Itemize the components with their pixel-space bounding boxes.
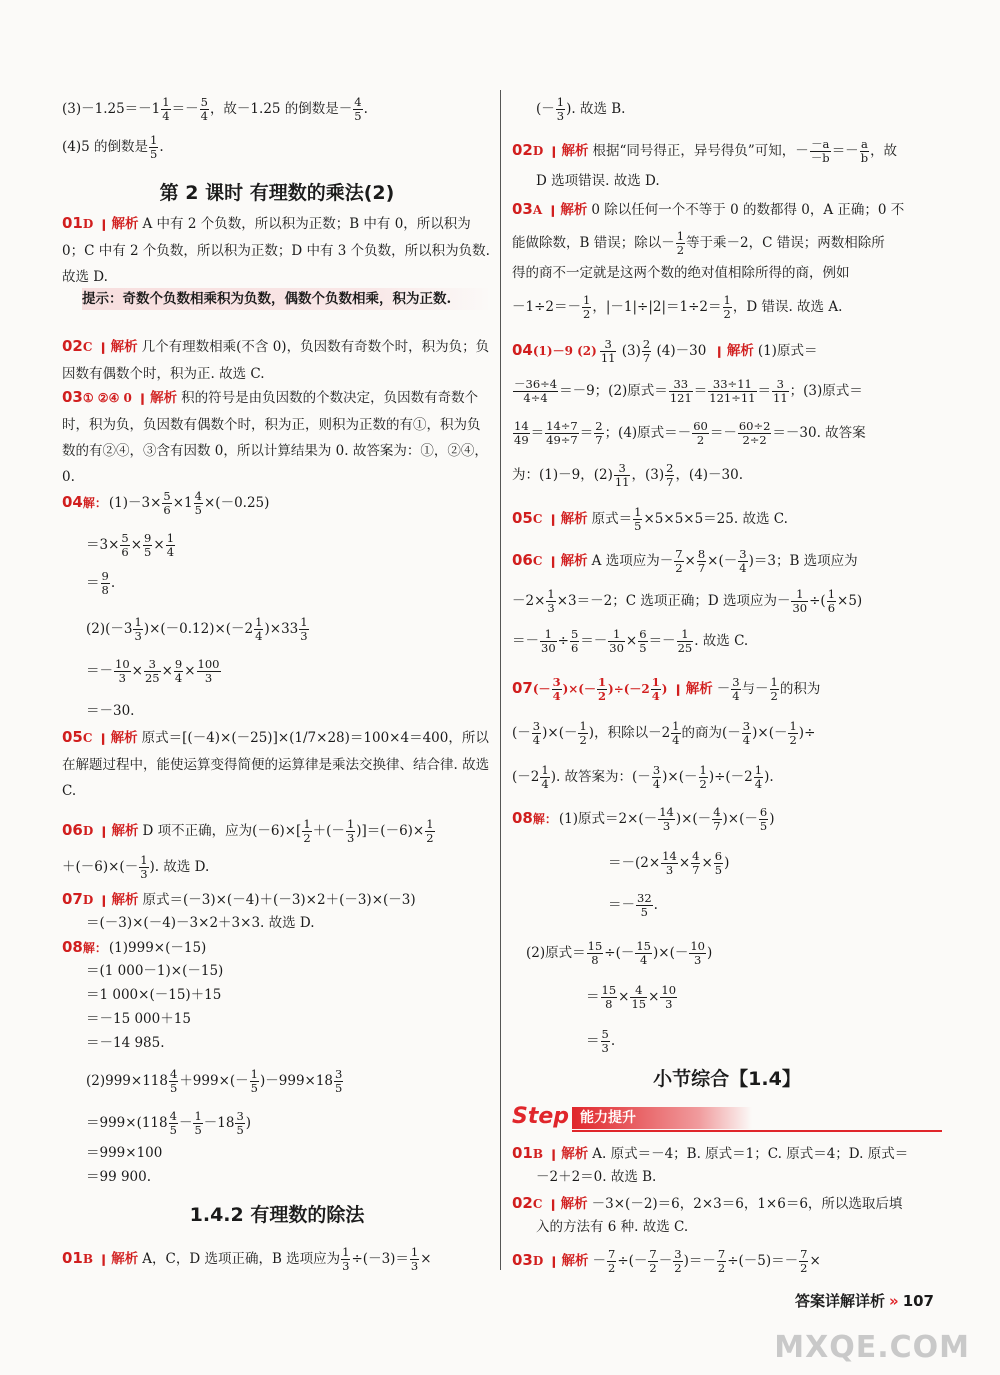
double-chevron-icon: » xyxy=(888,1292,899,1310)
d01-cont: (－ $\frac{1}{3}$ ). 故选 B. xyxy=(536,95,626,123)
d06-line2: －2× $\frac{1}{3}$ ×3＝－2；C 选项正确；D 选项应为－ $\frac{1}{30}$ ÷( $\frac{1}{6}$ ×5) xyxy=(512,587,863,615)
d08-line2: ＝－(2× $\frac{14}{3}$ × $\frac{4}{7}$ × $\frac{6}{5}$ ) xyxy=(608,849,730,877)
footer-label: 答案详解详析 xyxy=(794,1292,885,1310)
d05: 05C❙ 解析 原式＝ $\frac{1}{5}$ ×5×5×5＝25. 故选 C. xyxy=(512,506,942,533)
d02-line1: 02D❙ 解析 根据“同号得正，异号得负”可知，－ $\frac{-a}{-b}$ ＝－ $\frac{a}{b}$ ，故 xyxy=(512,138,942,165)
d08-line5: ＝ $\frac{15}{8}$ × $\frac{4}{15}$ × $\frac{10}{3}$ xyxy=(586,983,677,1011)
q08-line6: (2)999×118 $\frac{4}{5}$ ＋999×(－ $\frac{1}{5}$ )－999×18 $\frac{3}{5}$ xyxy=(86,1067,343,1095)
step-rule xyxy=(572,1130,942,1132)
step-banner xyxy=(512,1104,942,1132)
q08-line2: ＝(1 000－1)×(－15) xyxy=(86,963,224,979)
q08-line4: ＝－15 000＋15 xyxy=(86,1011,191,1027)
section-title-multiplication: 第 2 课时 有理数的乘法(2) xyxy=(159,182,395,204)
section-title-summary: 小节综合【1.4】 xyxy=(653,1068,801,1090)
section-title-division: 1.4.2 有理数的除法 xyxy=(189,1204,365,1226)
q04-line1: 04解： (1)－3× $\frac{5}{6}$ ×1 $\frac{4}{5}$ ×(－0.25) xyxy=(62,489,270,517)
d03-line3: 得的商不一定就是这两个数的绝对值相除所得的商，例如 xyxy=(512,265,850,281)
d08-line1: 08解： (1)原式＝2×(－ $\frac{14}{3}$ )×(－ $\frac{4}{7}$ )×(－ $\frac{6}{5}$ ) xyxy=(512,805,775,833)
s03: 03D❙ 解析 － $\frac{7}{2}$ ÷(－ $\frac{7}{2}$ － $\frac{3}{2}$ )＝－ $\frac{7}{2}$ ÷(－5)＝－ $\frac{7}{2}$ × xyxy=(512,1248,942,1275)
d04-line2: $\frac{-36\div 4}{4\div 4}$ ＝－9；(2)原式＝ $\frac{33}{121}$ ＝ $\frac{33\div 11}{121\div 11}$ ＝ $\frac{3}{11}$ ；(3)原式＝ xyxy=(514,377,863,405)
q07-line1: 07D❙ 解析 原式＝(－3)×(－4)＋(－3)×2＋(－3)×(－3) xyxy=(62,890,492,910)
q08-line1: 08解： (1)999×(－15) xyxy=(62,938,207,956)
s02-line2: 入的方法有 6 种. 故选 C. xyxy=(536,1219,689,1235)
d08-line3: ＝－ $\frac{32}{5}$ . xyxy=(608,891,658,919)
q01: 01D❙ 解析 A 中有 2 个负数，所以积为正数；B 中有 0，所以积为 0；C 中有 2 个负数，所以积为正数；D 中有 3 个负数，所以积为负数. 故选 D. xyxy=(62,210,492,290)
d01: 01B❙ 解析 A，C，D 选项正确，B 选项应为 $\frac{1}{3}$ ÷(－3)＝ $\frac{1}{3}$ × xyxy=(62,1246,492,1273)
s02-line1: 02C❙ 解析 －3×(－2)＝6，2×3＝6，1×6＝6，所以选取后填 xyxy=(512,1194,942,1214)
q06-line1: 06D❙ 解析 D 项不正确，应为(－6)×[ $\frac{1}{2}$ ＋(－ $\frac{1}{3}$ )]＝(－6)× $\frac{1}{2}$ xyxy=(62,818,492,845)
d06-line1: 06C❙ 解析 A 选项应为－ $\frac{7}{2}$ × $\frac{8}{7}$ ×(－ $\frac{3}{4}$ )＝3；B 选项应为 xyxy=(512,548,942,575)
q04-line5: ＝－ $\frac{10}{3}$ × $\frac{3}{25}$ × $\frac{9}{4}$ × $\frac{100}{3}$ xyxy=(86,657,220,685)
q03: 03① ②④ 0❙ 解析 积的符号是由负因数的个数决定，负因数有奇数个时，积为负，负因数有偶数个时，积为正，则积为正数的有①，积为负数的有②④，③含有因数 0，所以计算结果为 0. 故答案为：①，②④，0. xyxy=(62,384,492,490)
d04-line4: 为：(1)－9，(2) $\frac{3}{11}$ ，(3) $\frac{2}{7}$ ，(4)－30. xyxy=(512,461,744,489)
step-label: Step xyxy=(512,1104,570,1129)
q04-line3: ＝ $\frac{9}{8}$ . xyxy=(86,569,116,597)
d03-line1: 03A❙ 解析 0 除以任何一个不等于 0 的数都得 0，A 正确；0 不 xyxy=(512,200,942,220)
s01-line1: 01B❙ 解析 A. 原式＝－4；B. 原式＝1；C. 原式＝4；D. 原式＝ xyxy=(512,1144,942,1164)
page-number: 107 xyxy=(902,1292,934,1310)
d04-line1: 04(1)－9 (2) $\frac{3}{11}$ (3) $\frac{2}{7}$ (4)－30 ❙ 解析 (1)原式＝ xyxy=(512,338,942,365)
q08-line8: ＝999×100 xyxy=(86,1145,163,1161)
d03-line4: －1÷2＝－ $\frac{1}{2}$ ，|－1|÷|2|＝1÷2＝ $\frac{1}{2}$ ，D 错误. 故选 A. xyxy=(512,293,843,321)
line-3: (3)－1.25＝－1 $\frac{1}{4}$ ＝－ $\frac{5}{4}$ ，故－1.25 的倒数是－ $\frac{4}{5}$ . xyxy=(62,95,368,123)
d07-line2: (－ $\frac{3}{4}$ )×(－ $\frac{1}{2}$ )，积除以－2 $\frac{1}{4}$ 的商为(－ $\frac{3}{4}$ )×(－ $\frac{1}{2}$ )÷ xyxy=(512,719,816,747)
q07-line2: ＝(－3)×(－4)－3×2＋3×3. 故选 D. xyxy=(86,915,315,931)
d08-line6: ＝ $\frac{5}{3}$ . xyxy=(586,1027,616,1055)
d03-line2: 能做除数，B 错误；除以－ $\frac{1}{2}$ 等于乘－2，C 错误；两数相除所 xyxy=(512,229,885,257)
q02: 02C❙ 解析 几个有理数相乘(不含 0)，负因数有奇数个时，积为负；负因数有偶数个时，积为正. 故选 C. xyxy=(62,333,492,387)
page-footer xyxy=(795,1290,934,1311)
step-banner-box: 能力提升 xyxy=(572,1107,752,1129)
d08-line4: (2)原式＝ $\frac{15}{8}$ ÷(－ $\frac{15}{4}$ )×(－ $\frac{10}{3}$ ) xyxy=(526,939,713,967)
d02-line2: D 选项错误. 故选 D. xyxy=(536,173,660,189)
d07-line1: 07(－ $\frac{3}{4}$ )×(－ $\frac{1}{2}$ )÷(－2 $\frac{1}{4}$ )❙ 解析 － $\frac{3}{4}$ 与－ $\frac{1}{2}$ 的积为 xyxy=(512,676,942,703)
s01-line2: －2＋2＝0. 故选 B. xyxy=(536,1169,657,1185)
q04-line4: (2)(－3 $\frac{1}{3}$ )×(－0.12)×(－2 $\frac{1}{4}$ )×33 $\frac{1}{3}$ xyxy=(86,615,308,643)
q04-line6: ＝－30. xyxy=(86,703,135,719)
d04-line3: $\frac{14}{49}$ ＝ $\frac{14\div 7}{49\div 7}$ ＝ $\frac{2}{7}$ ；(4)原式＝－ $\frac{60}{2}$ ＝－ $\frac{60\div 2}{2\div 2}$ ＝－30. 故答案 xyxy=(514,419,866,447)
q08-line7: ＝999×(118 $\frac{4}{5}$ － $\frac{1}{5}$ －18 $\frac{3}{5}$ ) xyxy=(86,1109,252,1137)
q05: 05C❙ 解析 原式＝[(－4)×(－25)]×(1/7×28)＝100×4＝400，所以在解题过程中，能使运算变得简便的运算律是乘法交换律、结合律. 故选 C. xyxy=(62,724,492,804)
d07-line3: (－2 $\frac{1}{4}$ ). 故答案为：(－ $\frac{3}{4}$ )×(－ $\frac{1}{2}$ )÷(－2 $\frac{1}{4}$ ). xyxy=(512,763,774,791)
tip-box: 提示：奇数个负数相乘积为负数，偶数个负数相乘，积为正数. xyxy=(82,288,492,310)
line-4: (4)5 的倒数是 $\frac{1}{5}$ . xyxy=(62,133,164,161)
q08-line9: ＝99 900. xyxy=(86,1169,152,1185)
watermark: MXQE.COM xyxy=(774,1330,970,1365)
q08-line3: ＝1 000×(－15)＋15 xyxy=(86,987,222,1003)
q08-line5: ＝－14 985. xyxy=(86,1035,165,1051)
q04-line2: ＝3× $\frac{5}{6}$ × $\frac{9}{5}$ × $\frac{1}{4}$ xyxy=(86,531,175,559)
q06-line2: ＋(－6)×(－ $\frac{1}{3}$ ). 故选 D. xyxy=(62,853,210,881)
d06-line3: ＝－ $\frac{1}{30}$ ÷ $\frac{5}{6}$ ＝－ $\frac{1}{30}$ × $\frac{6}{5}$ ＝－ $\frac{1}{25}$ . 故选 C. xyxy=(512,627,749,655)
